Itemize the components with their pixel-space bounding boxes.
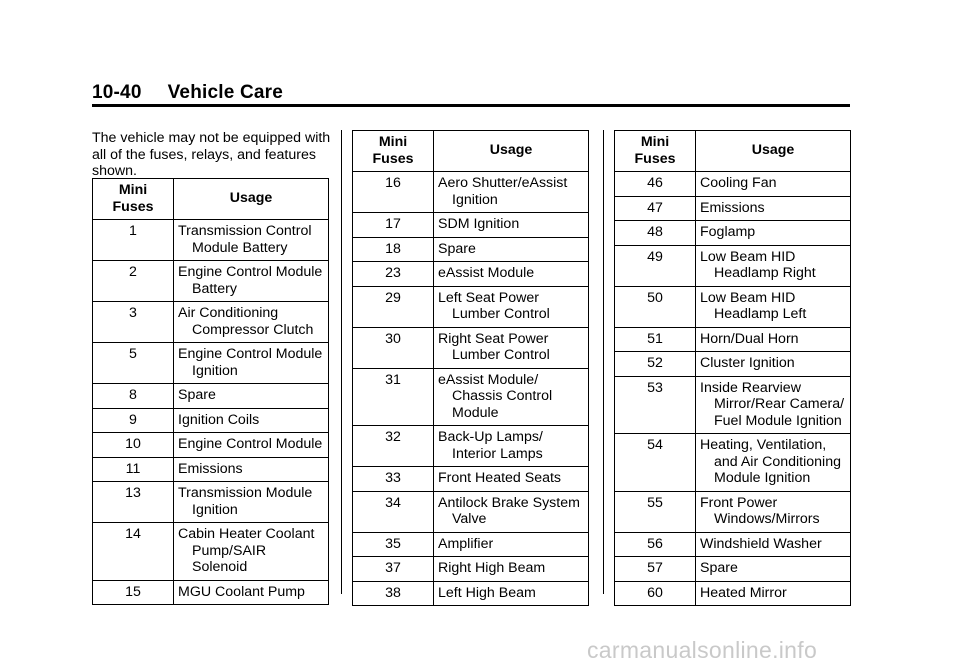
fuse-number: 38 bbox=[353, 581, 434, 606]
table-row bbox=[93, 343, 329, 384]
fuse-usage: eAssist Module bbox=[438, 265, 535, 281]
table-row bbox=[615, 196, 851, 221]
table-row bbox=[353, 286, 589, 327]
table-row bbox=[353, 172, 589, 213]
table-row bbox=[615, 286, 851, 327]
table-header-row bbox=[615, 131, 851, 172]
column-header-usage: Usage bbox=[434, 131, 589, 172]
fuse-number: 14 bbox=[93, 523, 174, 581]
fuse-number: 55 bbox=[615, 491, 696, 532]
fuse-usage: Engine Control Module Battery bbox=[178, 264, 323, 297]
fuse-usage: Cluster Ignition bbox=[700, 355, 795, 371]
fuse-number: 53 bbox=[615, 376, 696, 434]
fuse-number: 17 bbox=[353, 213, 434, 238]
fuse-usage: Low Beam HID Headlamp Right bbox=[700, 248, 816, 281]
column-header-mini-fuses: Mini Fuses bbox=[353, 131, 434, 172]
table-header-row bbox=[93, 179, 329, 220]
table-row bbox=[93, 302, 329, 343]
fuse-number: 33 bbox=[353, 467, 434, 492]
fuse-usage: Inside Rearview Mirror/Rear Camera/ Fuel Module Ignition bbox=[700, 379, 845, 429]
fuse-number: 11 bbox=[93, 457, 174, 482]
section-title: Vehicle Care bbox=[167, 82, 284, 103]
table-row bbox=[353, 327, 589, 368]
table-row bbox=[93, 408, 329, 433]
fuse-usage: Transmission Control Module Battery bbox=[178, 223, 312, 256]
table-row bbox=[615, 245, 851, 286]
table-row bbox=[353, 491, 589, 532]
fuse-number: 37 bbox=[353, 557, 434, 582]
page-number: 10-40 bbox=[92, 82, 142, 103]
table-row bbox=[353, 237, 589, 262]
table-row bbox=[615, 327, 851, 352]
fuse-number: 1 bbox=[93, 220, 174, 261]
column-divider bbox=[603, 130, 604, 594]
fuse-usage: Heated Mirror bbox=[700, 584, 787, 601]
table-header-row bbox=[353, 131, 589, 172]
fuse-usage: Aero Shutter/eAssist Ignition bbox=[438, 175, 568, 208]
fuse-usage: Left Seat Power Lumber Control bbox=[438, 289, 550, 322]
fuse-number: 16 bbox=[353, 172, 434, 213]
column-header-usage: Usage bbox=[696, 131, 851, 172]
fuse-number: 18 bbox=[353, 237, 434, 262]
fuse-number: 15 bbox=[93, 580, 174, 605]
fuse-usage: Windshield Washer bbox=[700, 535, 822, 552]
table-row bbox=[615, 491, 851, 532]
watermark-text: carmanualsonline.info bbox=[587, 637, 818, 663]
fuse-usage: Air Conditioning Compressor Clutch bbox=[178, 305, 314, 338]
table-row bbox=[353, 262, 589, 287]
fuse-number: 35 bbox=[353, 532, 434, 557]
fuse-number: 47 bbox=[615, 196, 696, 221]
fuse-number: 23 bbox=[353, 262, 434, 287]
fuse-number: 3 bbox=[93, 302, 174, 343]
table-row bbox=[353, 368, 589, 426]
fuse-usage: Left High Beam bbox=[438, 584, 536, 601]
table-row bbox=[615, 376, 851, 434]
fuse-usage: Horn/Dual Horn bbox=[700, 330, 799, 347]
table-row bbox=[615, 557, 851, 582]
column-header-usage: Usage bbox=[174, 179, 329, 220]
fuse-number: 5 bbox=[93, 343, 174, 384]
fuse-usage: Spare bbox=[178, 387, 216, 403]
fuse-number: 60 bbox=[615, 581, 696, 606]
table-row bbox=[93, 482, 329, 523]
fuse-usage: Ignition Coils bbox=[178, 411, 260, 428]
fuse-number: 29 bbox=[353, 286, 434, 327]
table-row bbox=[615, 532, 851, 557]
fuse-usage: Engine Control Module bbox=[178, 436, 323, 452]
table-row bbox=[93, 220, 329, 261]
fuse-table-1 bbox=[92, 178, 329, 605]
fuse-number: 8 bbox=[93, 384, 174, 409]
fuse-usage: Low Beam HID Headlamp Left bbox=[700, 289, 807, 322]
fuse-usage: Right Seat Power Lumber Control bbox=[438, 330, 550, 363]
table-row bbox=[353, 581, 589, 606]
fuse-number: 10 bbox=[93, 433, 174, 458]
fuse-usage: Spare bbox=[438, 240, 476, 257]
fuse-number: 51 bbox=[615, 327, 696, 352]
fuse-usage: Transmission Module Ignition bbox=[178, 485, 313, 518]
fuse-number: 50 bbox=[615, 286, 696, 327]
fuse-usage: Cooling Fan bbox=[700, 175, 777, 191]
table-row bbox=[353, 557, 589, 582]
table-row bbox=[353, 532, 589, 557]
table-row bbox=[93, 384, 329, 409]
page-header bbox=[92, 82, 283, 104]
fuse-number: 52 bbox=[615, 352, 696, 377]
table-row bbox=[93, 523, 329, 581]
fuse-table-2 bbox=[352, 130, 589, 606]
fuse-number: 48 bbox=[615, 221, 696, 246]
fuse-number: 32 bbox=[353, 426, 434, 467]
column-divider bbox=[341, 130, 342, 594]
fuse-usage: Emissions bbox=[178, 460, 243, 477]
fuse-number: 49 bbox=[615, 245, 696, 286]
table-row bbox=[615, 221, 851, 246]
table-row bbox=[615, 581, 851, 606]
fuse-number: 9 bbox=[93, 408, 174, 433]
table-row bbox=[93, 433, 329, 458]
fuse-usage: Front Heated Seats bbox=[438, 470, 562, 486]
fuse-usage: Engine Control Module Ignition bbox=[178, 346, 323, 379]
fuse-usage: MGU Coolant Pump bbox=[178, 583, 305, 600]
fuse-number: 54 bbox=[615, 434, 696, 492]
fuse-usage: Back-Up Lamps/ Interior Lamps bbox=[438, 429, 543, 462]
fuse-usage: SDM Ignition bbox=[438, 216, 520, 232]
table-row bbox=[615, 434, 851, 492]
table-row bbox=[353, 213, 589, 238]
table-row bbox=[353, 426, 589, 467]
fuse-number: 56 bbox=[615, 532, 696, 557]
fuse-table-3 bbox=[614, 130, 851, 606]
column-header-mini-fuses: Mini Fuses bbox=[615, 131, 696, 172]
intro-text: The vehicle may not be equipped with all of the fuses, relays, and features shown. bbox=[92, 130, 331, 179]
fuse-usage: Antilock Brake System Valve bbox=[438, 494, 580, 527]
table-row bbox=[353, 467, 589, 492]
fuse-usage: Foglamp bbox=[700, 224, 756, 240]
fuse-usage: Emissions bbox=[700, 199, 765, 216]
header-rule bbox=[92, 104, 850, 107]
fuse-number: 30 bbox=[353, 327, 434, 368]
fuse-usage: Right High Beam bbox=[438, 560, 546, 576]
fuse-usage: Cabin Heater Coolant Pump/SAIR Solenoid bbox=[178, 526, 315, 575]
fuse-number: 2 bbox=[93, 261, 174, 302]
table-row bbox=[93, 261, 329, 302]
fuse-number: 34 bbox=[353, 491, 434, 532]
fuse-number: 13 bbox=[93, 482, 174, 523]
table-row bbox=[93, 457, 329, 482]
fuse-number: 57 bbox=[615, 557, 696, 582]
table-row bbox=[615, 352, 851, 377]
fuse-usage: Front Power Windows/Mirrors bbox=[700, 494, 820, 527]
fuse-number: 46 bbox=[615, 172, 696, 197]
fuse-number: 31 bbox=[353, 368, 434, 426]
table-row bbox=[615, 172, 851, 197]
fuse-usage: Heating, Ventilation, and Air Conditioning Module Ignition bbox=[700, 437, 841, 486]
fuse-usage: Amplifier bbox=[438, 535, 494, 552]
column-header-mini-fuses: Mini Fuses bbox=[93, 179, 174, 220]
fuse-usage: Spare bbox=[700, 560, 738, 576]
table-row bbox=[93, 580, 329, 605]
fuse-usage: eAssist Module/ Chassis Control Module bbox=[438, 371, 553, 421]
